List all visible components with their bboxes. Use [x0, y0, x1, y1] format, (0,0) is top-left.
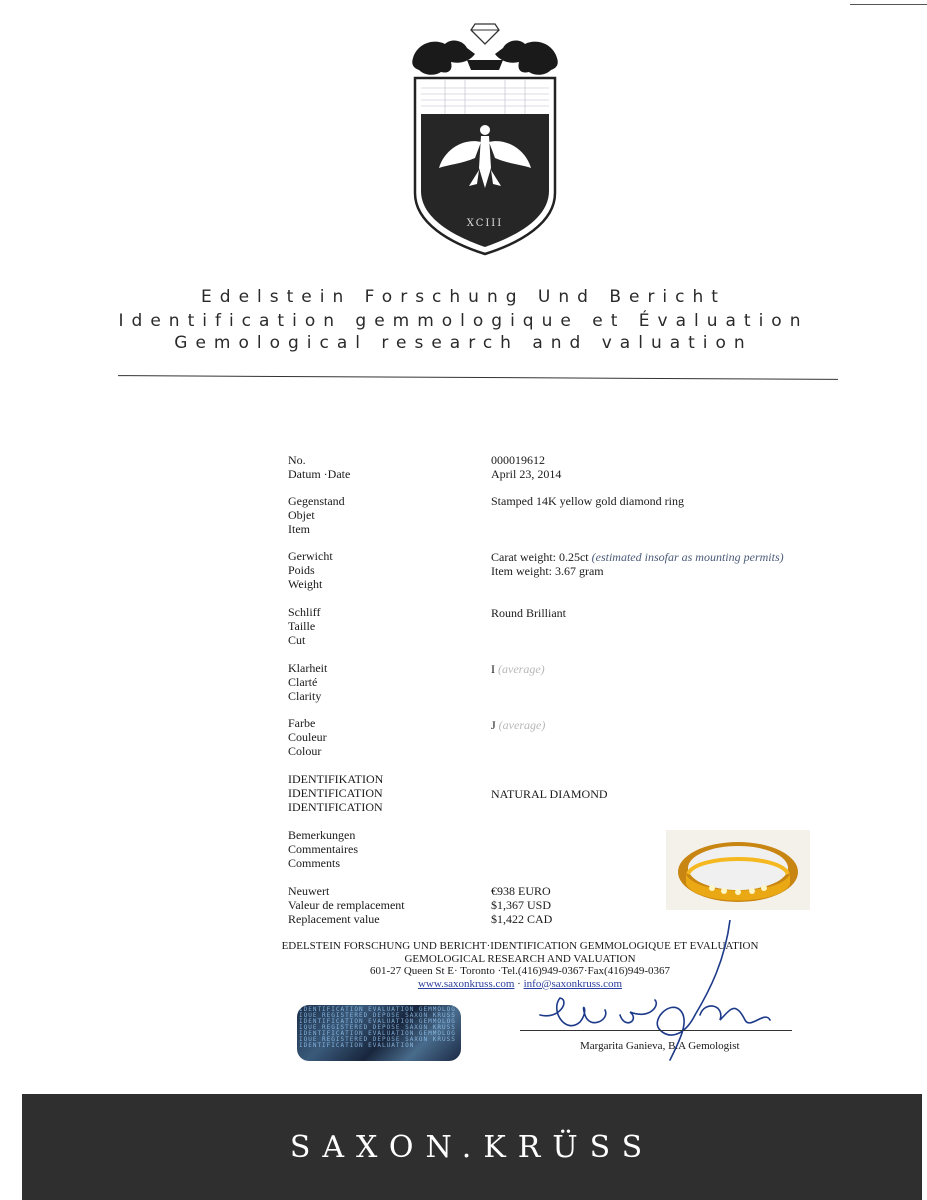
crest-logo — [405, 18, 565, 258]
label-item: Gegenstand Objet Item — [288, 494, 345, 536]
carat-note: (estimated insofar as mounting permits) — [591, 550, 784, 564]
label-colour: Farbe Couleur Colour — [288, 716, 327, 758]
label-comments: Bemerkungen Commentaires Comments — [288, 828, 358, 870]
label-replacement-value: Neuwert Valeur de remplacement Replacement value — [288, 884, 405, 926]
carat-weight: Carat weight: 0.25ct — [491, 550, 589, 564]
heading-english: Gemological research and valuation — [174, 333, 753, 353]
value-weight — [491, 550, 811, 578]
header-divider — [118, 375, 838, 380]
label-weight: Gerwicht Poids Weight — [288, 549, 333, 591]
value-clarity: I (average) — [491, 662, 545, 676]
crest-numeral: XCIII — [466, 218, 504, 229]
value-colour: J (average) — [491, 718, 546, 732]
hologram-text: IDENTIFICATION EVALUATION GEMMOLOGIQUE REGISTERED DEPOSE SAXON KRUSS IDENTIFICATION EVALUATION GEMMOLOGIQUE REGISTERED DEPOSE SAXON KRUSS IDENTIFICATION EVALUATION GEMMOLOGIQUE REGISTERED DEPOSE SAXON KRUSS IDENTIFICATION EVALUATION — [299, 1006, 456, 1049]
label-identification: IDENTIFIKATION IDENTIFICATION IDENTIFICATION — [288, 772, 384, 814]
item-weight: Item weight: 3.67 gram — [491, 564, 604, 578]
report-date: April 23, 2014 — [491, 467, 562, 481]
value-cut: Round Brilliant — [491, 606, 566, 620]
label-cut: Schliff Taille Cut — [288, 605, 321, 647]
company-name-en: GEMOLOGICAL RESEARCH AND VALUATION — [404, 952, 636, 965]
signer-name: Margarita Ganieva, B.A Gemologist — [580, 1040, 740, 1052]
dragons-icon — [412, 41, 558, 75]
heading-german: Edelstein Forschung Und Bericht — [201, 287, 726, 307]
diamond-icon — [471, 24, 499, 44]
value-cad: $1,422 CAD — [491, 912, 553, 926]
value-number-date — [491, 453, 821, 481]
heading-french: Identification gemmologique et Évaluation — [118, 311, 809, 331]
label-clarity: Klarheit Clarté Clarity — [288, 661, 328, 703]
value-identification: NATURAL DIAMOND — [491, 787, 608, 801]
report-number: 000019612 — [491, 453, 545, 467]
signature-line — [520, 1030, 792, 1031]
company-info: EDELSTEIN FORSCHUNG UND BERICHT·IDENTIFICATION GEMMOLOGIQUE ET EVALUATION GEMOLOGICAL RESEARCH AND VALUATION 601-27 Queen St E· Toronto ·Tel.(416)949-0367·Fax(416)949-0367 www.saxonkruss.com · info@saxonkruss.com — [281, 940, 759, 990]
value-usd: $1,367 USD — [491, 898, 552, 912]
security-hologram — [297, 1005, 461, 1061]
corner-rule — [850, 4, 927, 5]
email-link[interactable]: info@saxonkruss.com — [523, 977, 623, 990]
company-address: 601-27 Queen St E· Toronto ·Tel.(416)949-0367·Fax(416)949-0367 — [369, 965, 671, 977]
website-link[interactable]: www.saxonkruss.com — [417, 977, 515, 990]
brand-logo: SAXON.KRÜSS — [289, 1130, 655, 1165]
brand-bar — [22, 1094, 922, 1200]
value-eur: €938 EURO — [491, 884, 551, 898]
label-number-date: No. Datum ·Date — [288, 453, 351, 481]
company-name: EDELSTEIN FORSCHUNG UND BERICHT·IDENTIFICATION GEMMOLOGIQUE ET EVALUATION — [281, 940, 759, 952]
value-item: Stamped 14K yellow gold diamond ring — [491, 494, 684, 508]
